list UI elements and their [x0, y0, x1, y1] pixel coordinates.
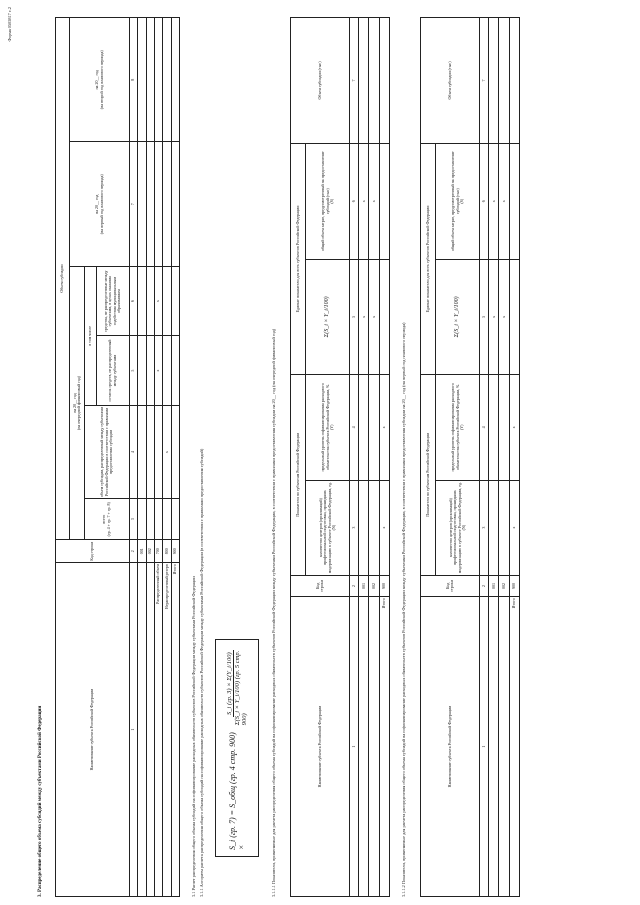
section-3-1-1-2-table: Наименование субъекта Российской Федерации Код строки Показатели по субъектам Российской Федерации Единые показатели для всех субъектов Российской Федерации Объем субсидии (тыс) количество центров (организаций) профессиональной подготовки, прошедших модернизацию в субъекте Российской Федерации, ед. (N) предельный уровень софинансирования расходного обязательства субъекта Российской Федерации, % (Y) Σ(S_i × Y_i/100) общий объем затрат, предусмотренный на предоставление субсидий (тыс) (S) 1 2 3 4 5 6 7 001 x x 002 x x Итого 900 x x	[420, 17, 520, 897]
col-c3-header: количество центров (организаций) профессиональной подготовки, прошедших модернизацию в субъекте Российской Федерации, ед. (N)	[306, 480, 350, 575]
row-label: Итого	[171, 563, 179, 897]
year-n2-header: на 20__ год (на второй год планового периода)	[70, 18, 130, 143]
row-code: 700	[154, 540, 162, 563]
section-3-1-subtitle: 3.1.1 Алгоритм расчета распределения общего объема субсидий на софинансирование расходных обязательств субъектов Российской Федерации между субъектами Российской Федерации (в соответствии с правилами предоставления субсидий)	[199, 448, 204, 897]
distributed-row: Распределенный объем 700 x x	[154, 18, 162, 897]
col-indicators-header: Показатели по субъектам Российской Федерации	[421, 375, 436, 576]
col-c4-header: предельный уровень софинансирования расходного обязательства субъекта Российской Федерации, % (Y)	[436, 375, 480, 480]
col-reserve-header: остаток средств, не распределенный между субъектами	[96, 336, 129, 405]
num-cell: 8	[129, 18, 137, 143]
col-c5-header: Σ(S_i × Y_i/100)	[306, 259, 350, 375]
row-code: 001	[138, 540, 146, 563]
form-code: Форма 0505817 с.2	[7, 7, 12, 42]
section-3-table	[55, 17, 180, 897]
num-cell: 5	[129, 336, 137, 405]
row-code: 002	[146, 540, 154, 563]
col-c6-header: общий объем затрат, предусмотренный на предоставление субсидий (тыс) (S)	[436, 143, 480, 259]
row-code: 800	[163, 540, 171, 563]
col-volume-header: Объем субсидии (тыс)	[421, 18, 480, 144]
year-n-header: на 20__ год (на очередной финансовый год)	[70, 266, 84, 539]
allocation-formula: S_i (гр. 7) = S_общ (гр. 4 стр. 900) × S_i (гр. 3) × Σ(Y_i/100) Σ(S_i × Y_i/100) (гр. 5 стр. 900)	[215, 639, 259, 857]
col-code-header: Код строки	[421, 575, 480, 596]
table-row: 001 x x	[489, 18, 499, 897]
col-c6-header: общий объем затрат, предусмотренный на предоставление субсидий (тыс) (S)	[306, 143, 350, 259]
table-row	[146, 18, 154, 897]
section-3-1-1-1-table: Наименование субъекта Российской Федерации Код строки Показатели по субъектам Российской Федерации Единые показатели для всех субъектов Российской Федерации Объем субсидии (тыс) количество центров (организаций) профессиональной подготовки, прошедших модернизацию в субъекте Российской Федерации, ед. (N) предельный уровень софинансирования расходного обязательства субъекта Российской Федерации, % (Y) Σ(S_i × Y_i/100) общий объем затрат, предусмотренный на предоставление субсидий (тыс) (S) 1 2 3 4 5 6 7 001 x x 002 x x Итого 900 x x	[290, 17, 390, 897]
col-indicators-header: Показатели по субъектам Российской Федерации	[291, 375, 306, 576]
table-row	[138, 18, 146, 897]
col-volume-header: Объем субсидии	[56, 18, 70, 540]
col-total-indicators-header: Единые показатели для всех субъектов Российской Федерации	[291, 143, 306, 374]
year-n1-header: на 20__ год (на первый год планового периода)	[70, 142, 130, 266]
num-cell: 4	[129, 405, 137, 499]
col-incl-header: в том числе	[84, 266, 96, 405]
num-cell: 2	[129, 540, 137, 563]
num-cell: 3	[129, 499, 137, 540]
row-code: 900	[171, 540, 179, 563]
table-row: 001 x x	[359, 18, 369, 897]
col-subject-header: Наименование субъекта Российской Федерации	[421, 597, 480, 897]
table-row: 002 x x	[499, 18, 509, 897]
col-unallocated-header: средства, не распределенные между субъектами, в целях оказания содействия муниципальным образованиям	[96, 266, 129, 335]
total-row	[171, 18, 179, 897]
col-c5-header: Σ(S_i × Y_i/100)	[436, 259, 480, 375]
section-3-title: 3. Распределение общего объема субсидий между субъектами Российской Федерации	[38, 705, 43, 897]
section-3-1-1-2-title: 3.1.1.2 Показатели, применяемые для расчета распределения общего объема субсидий на софинансирование расходных обязательств субъектов Российской Федерации между субъектами Российской Федерации, в соответствии с правилами предоставления субсидии на 20__ год (на первый год планового периода)	[401, 322, 406, 897]
col-code-header: Код строки	[291, 575, 350, 596]
section-3-1-title: 3.1 Расчет распределения общего объема субсидий на софинансирование расходных обязательств субъектов Российской Федерации между субъектами Российской Федерации	[191, 576, 196, 897]
num-cell: 7	[129, 142, 137, 266]
num-cell: 1	[129, 563, 137, 897]
col-total-indicators-header: Единые показатели для всех субъектов Российской Федерации	[421, 143, 436, 374]
col-code-header: Код строки	[56, 540, 130, 563]
undistributed-row: Нераспределенный резерв 800 x	[163, 18, 171, 897]
row-label: Распределенный объем	[154, 563, 162, 897]
col-volume-header: Объем субсидии (тыс)	[291, 18, 350, 144]
table-row: 002 x x	[369, 18, 379, 897]
col-subject-header: Наименование субъекта Российской Федерации	[291, 597, 350, 897]
section-3-1-1-1-title: 3.1.1.1 Показатели, применяемые для расчета распределения общего объема субсидий на софинансирование расходных обязательств субъектов Российской Федерации между субъектами Российской Федерации, в соответствии с правилами предоставления субсидии на 20__ год (на очередной финансовый год)	[271, 328, 276, 897]
col-subject-header: Наименование субъекта Российской Федерации	[56, 563, 130, 897]
num-cell: 6	[129, 266, 137, 335]
col-distributed-header: объем субсидии, распределенный между субъектами Российской Федерации в соответствии с правилами предоставления субсидии	[84, 405, 129, 499]
total-row: Итого 900 x x	[509, 18, 519, 897]
row-label: Нераспределенный резерв	[163, 563, 171, 897]
col-total-header: всего (гр. 4 + гр. 7 + гр. 8)	[84, 499, 129, 540]
col-c4-header: предельный уровень софинансирования расходного обязательства субъекта Российской Федерации, % (Y)	[306, 375, 350, 480]
col-c3-header: количество центров (организаций) профессиональной подготовки, прошедших модернизацию в субъекте Российской Федерации, ед. (N)	[436, 480, 480, 575]
total-row: Итого 900 x x	[379, 18, 389, 897]
